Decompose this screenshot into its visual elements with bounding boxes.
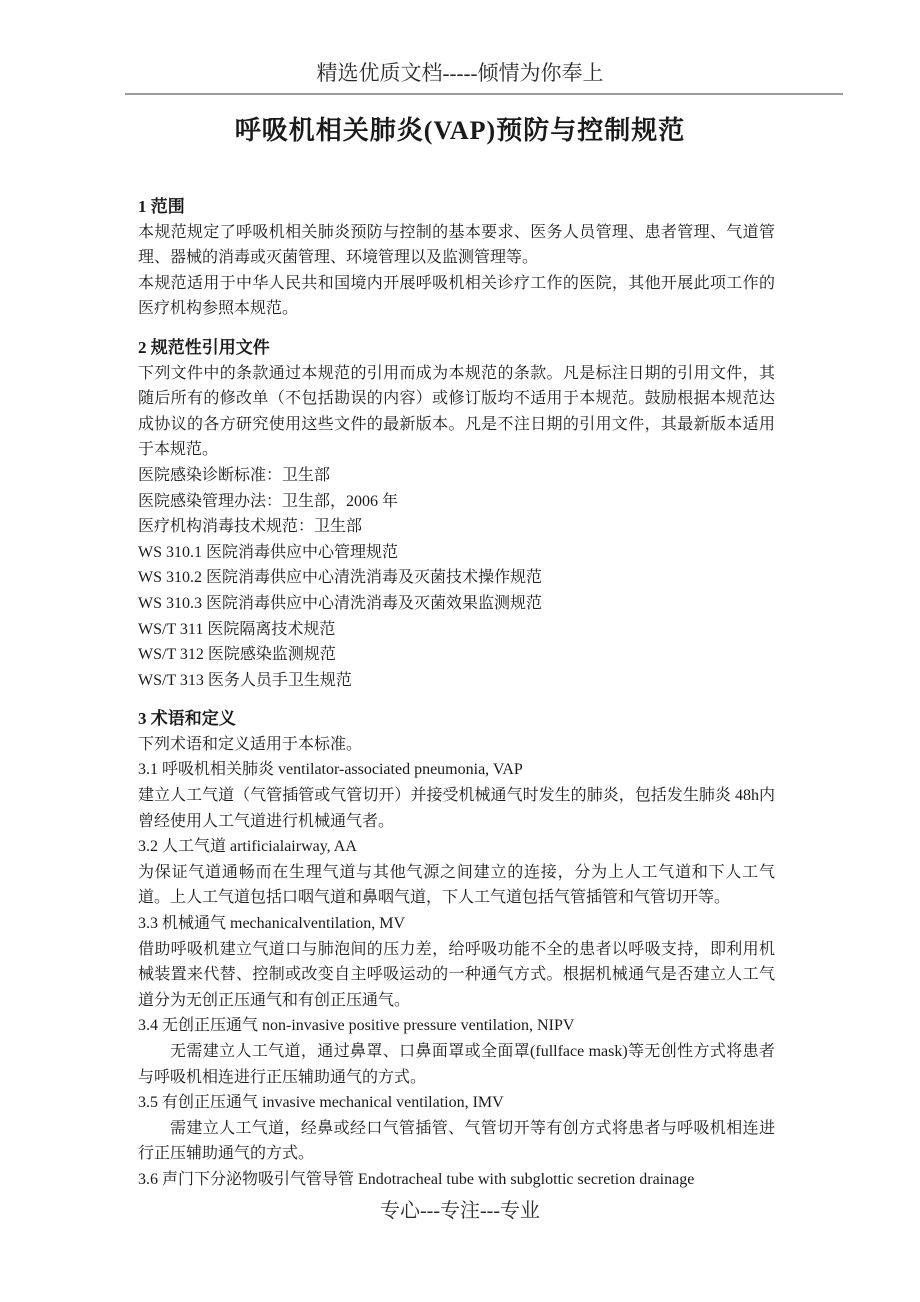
section-2 xyxy=(138,335,775,693)
header-divider xyxy=(125,93,843,95)
paragraph: 需建立人工气道，经鼻或经口气管插管、气管切开等有创方式将患者与呼吸机相连进行正压辅助通气的方式。 xyxy=(138,1119,775,1163)
paragraph: 建立人工气道（气管插管或气管切开）并接受机械通气时发生的肺炎，包括发生肺炎 48h内曾经使用人工气道进行机械通气者。 xyxy=(138,787,775,830)
section-heading: 3 术语和定义 xyxy=(138,709,236,729)
footer-slogan: 专心---专注---专业 xyxy=(380,1200,540,1222)
paragraph: 3.6 声门下分泌物吸引气管导管 Endotracheal tube with subglottic secretion drainage xyxy=(138,1170,695,1188)
document-body xyxy=(138,194,775,1193)
paragraph: WS 310.2 医院消毒供应中心清洗消毒及灭菌技术操作规范 xyxy=(138,569,543,587)
promo-header-text: 精选优质文档-----倾情为你奉上 xyxy=(316,61,604,85)
paragraph: WS/T 311 医院隔离技术规范 xyxy=(138,620,336,638)
section-heading: 1 范围 xyxy=(138,197,185,216)
paragraph: 医院感染诊断标准：卫生部 xyxy=(138,466,331,484)
paragraph: 3.3 机械通气 mechanicalventilation, MV xyxy=(138,915,406,933)
promo-header xyxy=(0,0,920,95)
section-3 xyxy=(138,706,775,1192)
document-title: 呼吸机相关肺炎(VAP)预防与控制规范 xyxy=(234,116,686,145)
paragraph: 医院感染管理办法：卫生部，2006 年 xyxy=(138,492,399,510)
paragraph: 无需建立人工气道，通过鼻罩、口鼻面罩或全面罩(fullface mask)等无创性方式将患者与呼吸机相连进行正压辅助通气的方式。 xyxy=(138,1043,775,1086)
paragraph: WS 310.1 医院消毒供应中心管理规范 xyxy=(138,543,399,561)
paragraph: 本规范适用于中华人民共和国境内开展呼吸机相关诊疗工作的医院，其他开展此项工作的医疗机构参照本规范。 xyxy=(138,274,775,318)
paragraph: WS/T 313 医务人员手卫生规范 xyxy=(138,671,352,689)
paragraph: 3.4 无创正压通气 non-invasive positive pressure ventilation, NIPV xyxy=(138,1017,575,1035)
paragraph: 本规范规定了呼吸机相关肺炎预防与控制的基本要求、医务人员管理、患者管理、气道管理、器械的消毒或灭菌管理、环境管理以及监测管理等。 xyxy=(138,223,775,267)
paragraph: WS 310.3 医院消毒供应中心清洗消毒及灭菌效果监测规范 xyxy=(138,594,543,612)
section-heading: 2 规范性引用文件 xyxy=(138,337,270,357)
paragraph: 借助呼吸机建立气道口与肺泡间的压力差，给呼吸功能不全的患者以呼吸支持，即利用机械装置来代替、控制或改变自主呼吸运动的一种通气方式。根据机械通气是否建立人工气道分为无创正压通气和有创正压通气。 xyxy=(138,940,775,1009)
paragraph: WS/T 312 医院感染监测规范 xyxy=(138,646,336,664)
paragraph: 下列术语和定义适用于本标准。 xyxy=(138,735,363,753)
paragraph: 下列文件中的条款通过本规范的引用而成为本规范的条款。凡是标注日期的引用文件，其随后所有的修改单（不包括勘误的内容）或修订版均不适用于本规范。鼓励根据本规范达成协议的各方研究使用这些文件的最新版本。凡是不注日期的引用文件，其最新版本适用于本规范。 xyxy=(138,364,775,459)
paragraph: 3.5 有创正压通气 invasive mechanical ventilation, IMV xyxy=(138,1094,504,1112)
paragraph: 为保证气道通畅而在生理气道与其他气源之间建立的连接，分为上人工气道和下人工气道。上人工气道包括口咽气道和鼻咽气道，下人工气道包括气管插管和气管切开等。 xyxy=(138,863,775,907)
paragraph: 医疗机构消毒技术规范：卫生部 xyxy=(138,518,363,536)
section-1 xyxy=(138,194,775,322)
paragraph: 3.1 呼吸机相关肺炎 ventilator-associated pneumonia, VAP xyxy=(138,761,523,779)
paragraph: 3.2 人工气道 artificialairway, AA xyxy=(138,838,357,856)
